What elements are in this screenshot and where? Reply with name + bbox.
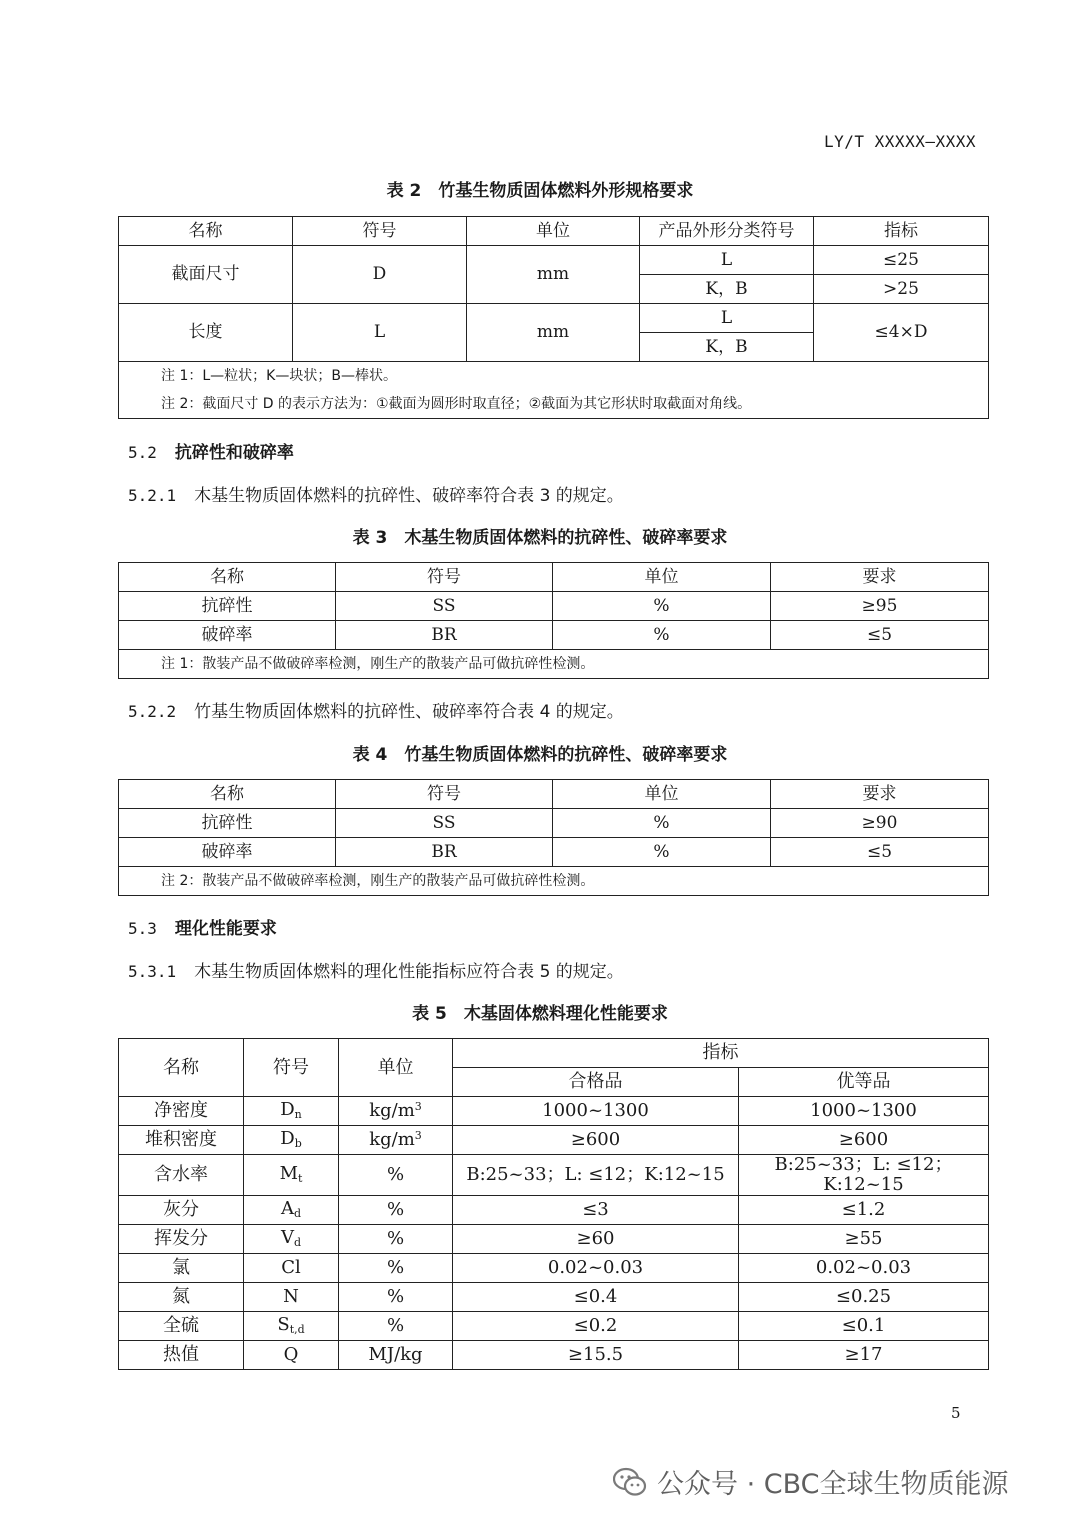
table5-name-cell xyxy=(119,1340,244,1369)
section-5-3-heading xyxy=(128,914,277,939)
table5-name: 热值 xyxy=(163,1343,199,1365)
table5-symbol: Cl xyxy=(281,1256,301,1278)
table5-unit-cell xyxy=(339,1097,453,1126)
section-text: 木基生物质固体燃料的理化性能指标应符合表 5 的规定。 xyxy=(194,962,624,982)
table5-superior-cell xyxy=(739,1097,989,1126)
table-row xyxy=(119,1311,989,1340)
table4-cell: % xyxy=(553,838,771,867)
table5-name: 含水率 xyxy=(154,1163,208,1185)
table3-cell: % xyxy=(553,592,771,621)
page-number: 5 xyxy=(951,1404,961,1422)
table5-qualified-value: 0.02~0.03 xyxy=(547,1256,644,1278)
table5-qualified-value: ≤3 xyxy=(582,1198,609,1220)
table5-unit-cell xyxy=(339,1126,453,1155)
table5-name: 全硫 xyxy=(163,1314,199,1336)
section-text: 竹基生物质固体燃料的抗碎性、破碎率符合表 4 的规定。 xyxy=(194,702,624,722)
table5-superior-cell xyxy=(739,1224,989,1253)
table-row xyxy=(119,1195,989,1224)
table5-qualified-cell xyxy=(453,1126,739,1155)
table4-header-requirement: 要求 xyxy=(771,780,989,809)
table5-symbol-cell xyxy=(244,1340,339,1369)
table2-size-kb-value: >25 xyxy=(814,275,989,304)
table5-qualified-value: B:25~33；L: ≤12；K:12~15 xyxy=(466,1163,725,1185)
table5-header-superior: 优等品 xyxy=(739,1068,989,1097)
table5-unit: % xyxy=(386,1314,405,1336)
table5-body xyxy=(119,1097,989,1370)
table5-qualified-value: ≥15.5 xyxy=(567,1343,624,1365)
table5-symbol: V xyxy=(280,1227,294,1249)
table4-header-row xyxy=(119,780,989,809)
section-number: 5.2.2 xyxy=(128,702,177,721)
table5-symbol: Q xyxy=(283,1343,299,1365)
table2-size-kb-class: K，B xyxy=(640,275,814,304)
table5-superior-cell xyxy=(739,1282,989,1311)
table4-cell: 破碎率 xyxy=(119,838,336,867)
table5-symbol-cell xyxy=(244,1195,339,1224)
table5-qualified-value: 1000~1300 xyxy=(542,1100,649,1122)
table5-symbol-cell xyxy=(244,1282,339,1311)
table5-superior-value: ≤0.25 xyxy=(835,1285,892,1307)
table2-size-l-value: ≤25 xyxy=(814,246,989,275)
table5-superior-cell xyxy=(739,1155,989,1196)
table5-unit-superscript: 3 xyxy=(414,1129,422,1143)
table2-length-l-class: L xyxy=(640,304,814,333)
table5-name: 堆积密度 xyxy=(145,1129,217,1151)
table5-header-name: 名称 xyxy=(119,1039,244,1097)
table5-unit: % xyxy=(386,1285,405,1307)
table-row xyxy=(119,621,989,650)
table5-symbol-cell xyxy=(244,1311,339,1340)
section-5-2-1 xyxy=(128,481,624,506)
table5-symbol: D xyxy=(280,1099,295,1121)
table2-size-symbol: D xyxy=(293,246,467,304)
table5-qualified-value: ≥60 xyxy=(576,1227,615,1249)
section-5-3-1 xyxy=(128,957,624,982)
table3-header-symbol: 符号 xyxy=(336,563,553,592)
table5-qualified-cell xyxy=(453,1195,739,1224)
table-row xyxy=(119,1224,989,1253)
table5-qualified-cell xyxy=(453,1340,739,1369)
table3-note xyxy=(119,650,989,679)
table5-unit-cell xyxy=(339,1155,453,1196)
table5-name-cell xyxy=(119,1126,244,1155)
table-row xyxy=(119,1340,989,1369)
table3-cell: SS xyxy=(336,592,553,621)
table5-symbol-cell xyxy=(244,1097,339,1126)
table5-symbol: D xyxy=(280,1128,295,1150)
section-text: 木基生物质固体燃料的抗碎性、破碎率符合表 3 的规定。 xyxy=(194,486,624,506)
table4-cell: ≤5 xyxy=(771,838,989,867)
table5-symbol: S xyxy=(277,1314,290,1336)
table4-header-name: 名称 xyxy=(119,780,336,809)
table5-symbol-cell xyxy=(244,1155,339,1196)
table3-cell: ≥95 xyxy=(771,592,989,621)
table5-header-indicator: 指标 xyxy=(453,1039,989,1068)
table4-header-unit: 单位 xyxy=(553,780,771,809)
table3-cell: % xyxy=(553,621,771,650)
table5-unit-cell xyxy=(339,1195,453,1224)
table2-size-name: 截面尺寸 xyxy=(119,246,293,304)
table-row xyxy=(119,838,989,867)
table2 xyxy=(118,216,989,419)
table2-header-symbol: 符号 xyxy=(293,217,467,246)
table5-qualified-cell xyxy=(453,1311,739,1340)
table5-unit-cell xyxy=(339,1224,453,1253)
table5-qualified-cell xyxy=(453,1155,739,1196)
table5-qualified-cell xyxy=(453,1224,739,1253)
table5-superior-cell xyxy=(739,1195,989,1224)
table3-header-unit: 单位 xyxy=(553,563,771,592)
table5-unit-cell xyxy=(339,1282,453,1311)
table2-header-class: 产品外形分类符号 xyxy=(640,217,814,246)
table5-name: 氯 xyxy=(172,1256,190,1278)
table2-header-name: 名称 xyxy=(119,217,293,246)
table4 xyxy=(118,779,989,896)
table5-unit: % xyxy=(386,1198,405,1220)
watermark xyxy=(613,1462,1009,1501)
section-number: 5.2.1 xyxy=(128,486,177,505)
table5-name: 氮 xyxy=(172,1285,190,1307)
table3-cell: 抗碎性 xyxy=(119,592,336,621)
table5-symbol-subscript: t,d xyxy=(289,1323,305,1337)
table5-unit: kg/m xyxy=(369,1100,415,1122)
table2-header-row xyxy=(119,217,989,246)
table2-length-name: 长度 xyxy=(119,304,293,362)
table5-symbol: M xyxy=(279,1163,298,1185)
table3-header-name: 名称 xyxy=(119,563,336,592)
table5-qualified-value: ≤0.4 xyxy=(573,1285,618,1307)
table5-superior-value: 0.02~0.03 xyxy=(815,1256,912,1278)
table5-unit-superscript: 3 xyxy=(414,1100,422,1114)
table4-cell: ≥90 xyxy=(771,809,989,838)
table5-header-row xyxy=(119,1039,989,1068)
table3-cell: 破碎率 xyxy=(119,621,336,650)
table5-symbol: N xyxy=(283,1285,299,1307)
table5-symbol-cell xyxy=(244,1224,339,1253)
table5-symbol-subscript: t xyxy=(298,1172,303,1186)
table5-symbol-subscript: n xyxy=(294,1108,302,1122)
table5-unit: % xyxy=(386,1163,405,1185)
table5-symbol-subscript: b xyxy=(294,1137,302,1151)
table2-length-value: ≤4×D xyxy=(814,304,989,362)
table5-name-cell xyxy=(119,1195,244,1224)
table5-superior-cell xyxy=(739,1311,989,1340)
table5-superior-value: ≤0.1 xyxy=(841,1314,886,1336)
table2-length-symbol: L xyxy=(293,304,467,362)
table-row xyxy=(119,1126,989,1155)
table4-note xyxy=(119,867,989,896)
table5-superior-value: ≥17 xyxy=(844,1343,883,1365)
table5-qualified-value: ≤0.2 xyxy=(573,1314,618,1336)
table5-symbol-subscript: d xyxy=(293,1236,302,1250)
table5-symbol-cell xyxy=(244,1126,339,1155)
table5-name: 挥发分 xyxy=(154,1227,208,1249)
table2-header-value: 指标 xyxy=(814,217,989,246)
table5-name-cell xyxy=(119,1155,244,1196)
table5-name-cell xyxy=(119,1282,244,1311)
table2-size-unit: mm xyxy=(467,246,640,304)
table5-header-qualified: 合格品 xyxy=(453,1068,739,1097)
table4-cell: 抗碎性 xyxy=(119,809,336,838)
table3-notes-row xyxy=(119,650,989,679)
table2-note2: 注 2：截面尺寸 D 的表示方法为：①截面为圆形时取直径；②截面为其它形状时取截面对角线。 xyxy=(161,396,752,412)
table5-qualified-value: ≥600 xyxy=(570,1129,621,1151)
table5-header-symbol: 符号 xyxy=(244,1039,339,1097)
table4-caption: 表 4 竹基生物质固体燃料的抗碎性、破碎率要求 xyxy=(352,745,728,765)
table5-unit-cell xyxy=(339,1340,453,1369)
table5-qualified-cell xyxy=(453,1097,739,1126)
section-title: 抗碎性和破碎率 xyxy=(174,443,294,463)
table3 xyxy=(118,562,989,679)
table3-cell: BR xyxy=(336,621,553,650)
table5-name-cell xyxy=(119,1224,244,1253)
table2-header-unit: 单位 xyxy=(467,217,640,246)
table5-name-cell xyxy=(119,1097,244,1126)
table5-superior-value: ≥55 xyxy=(844,1227,883,1249)
table5 xyxy=(118,1038,989,1370)
table5-header-unit: 单位 xyxy=(339,1039,453,1097)
table5-superior-cell xyxy=(739,1253,989,1282)
table2-length-unit: mm xyxy=(467,304,640,362)
table5-caption: 表 5 木基固体燃料理化性能要求 xyxy=(412,1004,668,1024)
table3-caption: 表 3 木基生物质固体燃料的抗碎性、破碎率要求 xyxy=(352,528,728,548)
table3-header-row xyxy=(119,563,989,592)
table2-caption: 表 2 竹基生物质固体燃料外形规格要求 xyxy=(386,181,694,201)
table5-name: 净密度 xyxy=(154,1100,208,1122)
table5-unit: % xyxy=(386,1256,405,1278)
table5-qualified-cell xyxy=(453,1253,739,1282)
table5-superior-value: ≤1.2 xyxy=(841,1198,886,1220)
table-row xyxy=(119,809,989,838)
table2-note1: 注 1：L—粒状；K—块状；B—棒状。 xyxy=(161,368,397,384)
table-row xyxy=(119,1282,989,1311)
table5-superior-value: ≥600 xyxy=(838,1129,889,1151)
table5-unit-cell xyxy=(339,1311,453,1340)
section-number: 5.3 xyxy=(128,919,157,938)
table5-superior-cell xyxy=(739,1340,989,1369)
table3-note-text: 注 1：散装产品不做破碎率检测，刚生产的散装产品可做抗碎性检测。 xyxy=(161,656,595,672)
table2-length-kb-class: K，B xyxy=(640,333,814,362)
section-5-2-2 xyxy=(128,697,624,722)
table3-header-requirement: 要求 xyxy=(771,563,989,592)
table-row xyxy=(119,304,989,333)
table5-superior-value: 1000~1300 xyxy=(810,1100,917,1122)
watermark-text: 公众号 · CBC全球生物质能源 xyxy=(657,1469,1009,1500)
table5-unit-cell xyxy=(339,1253,453,1282)
section-number: 5.2 xyxy=(128,443,157,462)
table4-header-symbol: 符号 xyxy=(336,780,553,809)
table5-name-cell xyxy=(119,1311,244,1340)
table-row xyxy=(119,1097,989,1126)
table-row xyxy=(119,592,989,621)
table2-notes xyxy=(119,362,989,419)
table-row xyxy=(119,246,989,275)
table5-name-cell xyxy=(119,1253,244,1282)
table3-cell: ≤5 xyxy=(771,621,989,650)
table-row xyxy=(119,1155,989,1196)
table4-cell: SS xyxy=(336,809,553,838)
table5-unit: MJ/kg xyxy=(368,1343,423,1365)
table5-qualified-cell xyxy=(453,1282,739,1311)
table-row xyxy=(119,1253,989,1282)
section-5-2-heading xyxy=(128,438,294,463)
table4-notes-row xyxy=(119,867,989,896)
table5-superior-cell xyxy=(739,1126,989,1155)
table2-notes-row xyxy=(119,362,989,419)
table5-superior-value: B:25~33；L: ≤12；K:12~15 xyxy=(774,1154,953,1195)
table5-symbol-cell xyxy=(244,1253,339,1282)
table4-note-text: 注 2：散装产品不做破碎率检测，刚生产的散装产品可做抗碎性检测。 xyxy=(161,873,595,889)
document-code: LY/T XXXXX—XXXX xyxy=(824,132,976,151)
section-title: 理化性能要求 xyxy=(174,919,277,939)
wechat-icon xyxy=(613,1467,647,1497)
table5-name: 灰分 xyxy=(163,1198,199,1220)
section-number: 5.3.1 xyxy=(128,962,177,981)
table4-cell: BR xyxy=(336,838,553,867)
table5-symbol-subscript: d xyxy=(293,1207,302,1221)
table5-unit: kg/m xyxy=(369,1129,415,1151)
table2-size-l-class: L xyxy=(640,246,814,275)
table5-unit: % xyxy=(386,1227,405,1249)
table4-cell: % xyxy=(553,809,771,838)
table5-symbol: A xyxy=(280,1198,294,1220)
